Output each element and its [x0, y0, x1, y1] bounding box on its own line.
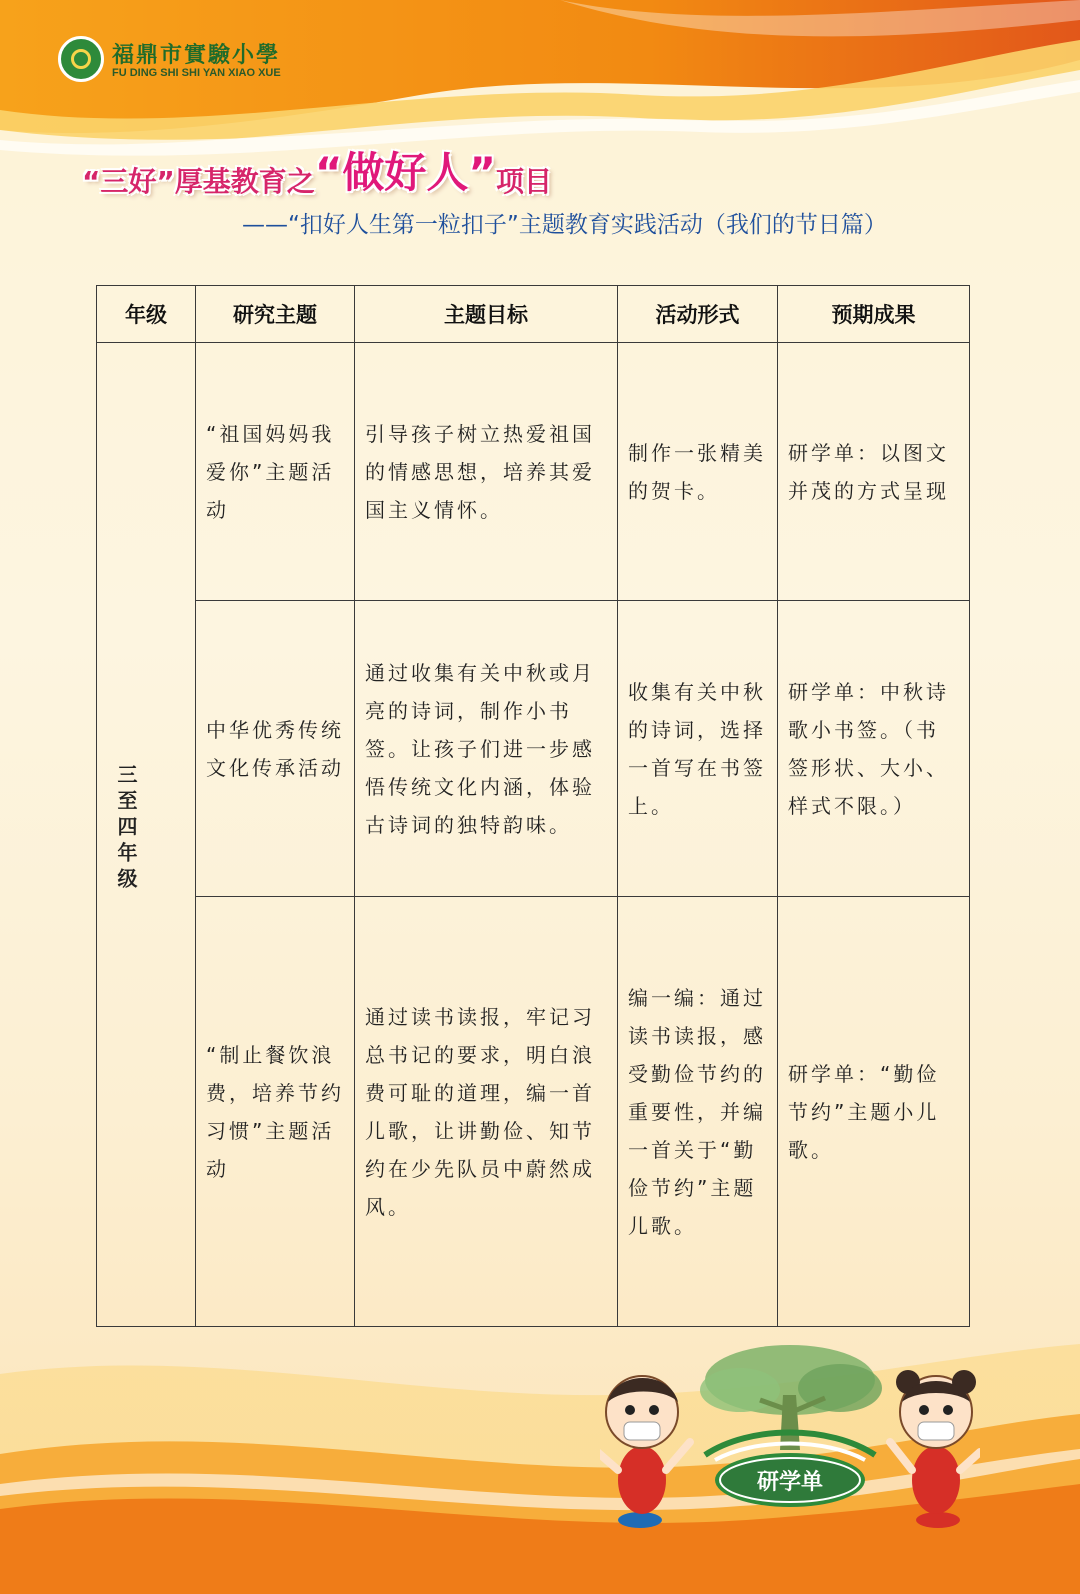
- page-subtitle: ——“扣好人生第一粒扣子”主题教育实践活动（我们的节日篇）: [242, 212, 887, 238]
- cell-goal: 通过读书读报，牢记习总书记的要求，明白浪费可耻的道理，编一首儿歌，让讲勤俭、知节约在少先队员中蔚然成风。: [355, 897, 618, 1327]
- title-part-3: 项目: [496, 165, 553, 198]
- research-sheet-badge: [715, 1453, 865, 1507]
- title-part-1: “三好”厚基教育之: [82, 165, 315, 198]
- badge-label: 研学单: [756, 1470, 824, 1495]
- header-result: 预期成果: [778, 286, 970, 343]
- title-part-2: “做好人”: [314, 148, 497, 197]
- boy-mascot-icon: [600, 1376, 690, 1528]
- header-goal: 主题目标: [355, 286, 618, 343]
- cell-form: 制作一张精美的贺卡。: [618, 343, 778, 601]
- grade-cell: [97, 343, 196, 1327]
- cell-topic: “制止餐饮浪费，培养节约习惯”主题活动: [196, 897, 355, 1327]
- cell-goal: 引导孩子树立热爱祖国的情感思想，培养其爱国主义情怀。: [355, 343, 618, 601]
- school-name-cn: 福鼎市實驗小學: [112, 42, 281, 68]
- cell-result: 研学单：“勤俭节约”主题小儿歌。: [778, 897, 970, 1327]
- mascot-illustration: [600, 1330, 980, 1540]
- table-header-row: [97, 286, 970, 343]
- cell-topic: 中华优秀传统文化传承活动: [196, 601, 355, 897]
- cell-topic: “祖国妈妈我爱你”主题活动: [196, 343, 355, 601]
- activity-table: [96, 285, 970, 1327]
- cell-form: 编一编：通过读书读报，感受勤俭节约的重要性，并编一首关于“勤俭节约”主题儿歌。: [618, 897, 778, 1327]
- school-emblem-icon: [58, 36, 104, 82]
- grade-label: 三至四年级: [114, 763, 138, 894]
- page-title: [82, 140, 552, 200]
- girl-mascot-icon: [890, 1370, 980, 1528]
- school-logo: [58, 36, 288, 86]
- cell-result: 研学单：中秋诗歌小书签。（书签形状、大小、样式不限。）: [778, 601, 970, 897]
- cell-form: 收集有关中秋的诗词，选择一首写在书签上。: [618, 601, 778, 897]
- header-form: 活动形式: [618, 286, 778, 343]
- school-name-en: FU DING SHI SHI YAN XIAO XUE: [112, 67, 281, 79]
- table-row: [97, 897, 970, 1327]
- table-row: [97, 601, 970, 897]
- table-row: [97, 343, 970, 601]
- header-topic: 研究主题: [196, 286, 355, 343]
- header-grade: 年级: [97, 286, 196, 343]
- cell-goal: 通过收集有关中秋或月亮的诗词，制作小书签。让孩子们进一步感悟传统文化内涵，体验古诗词的独特韵味。: [355, 601, 618, 897]
- cell-result: 研学单：以图文并茂的方式呈现: [778, 343, 970, 601]
